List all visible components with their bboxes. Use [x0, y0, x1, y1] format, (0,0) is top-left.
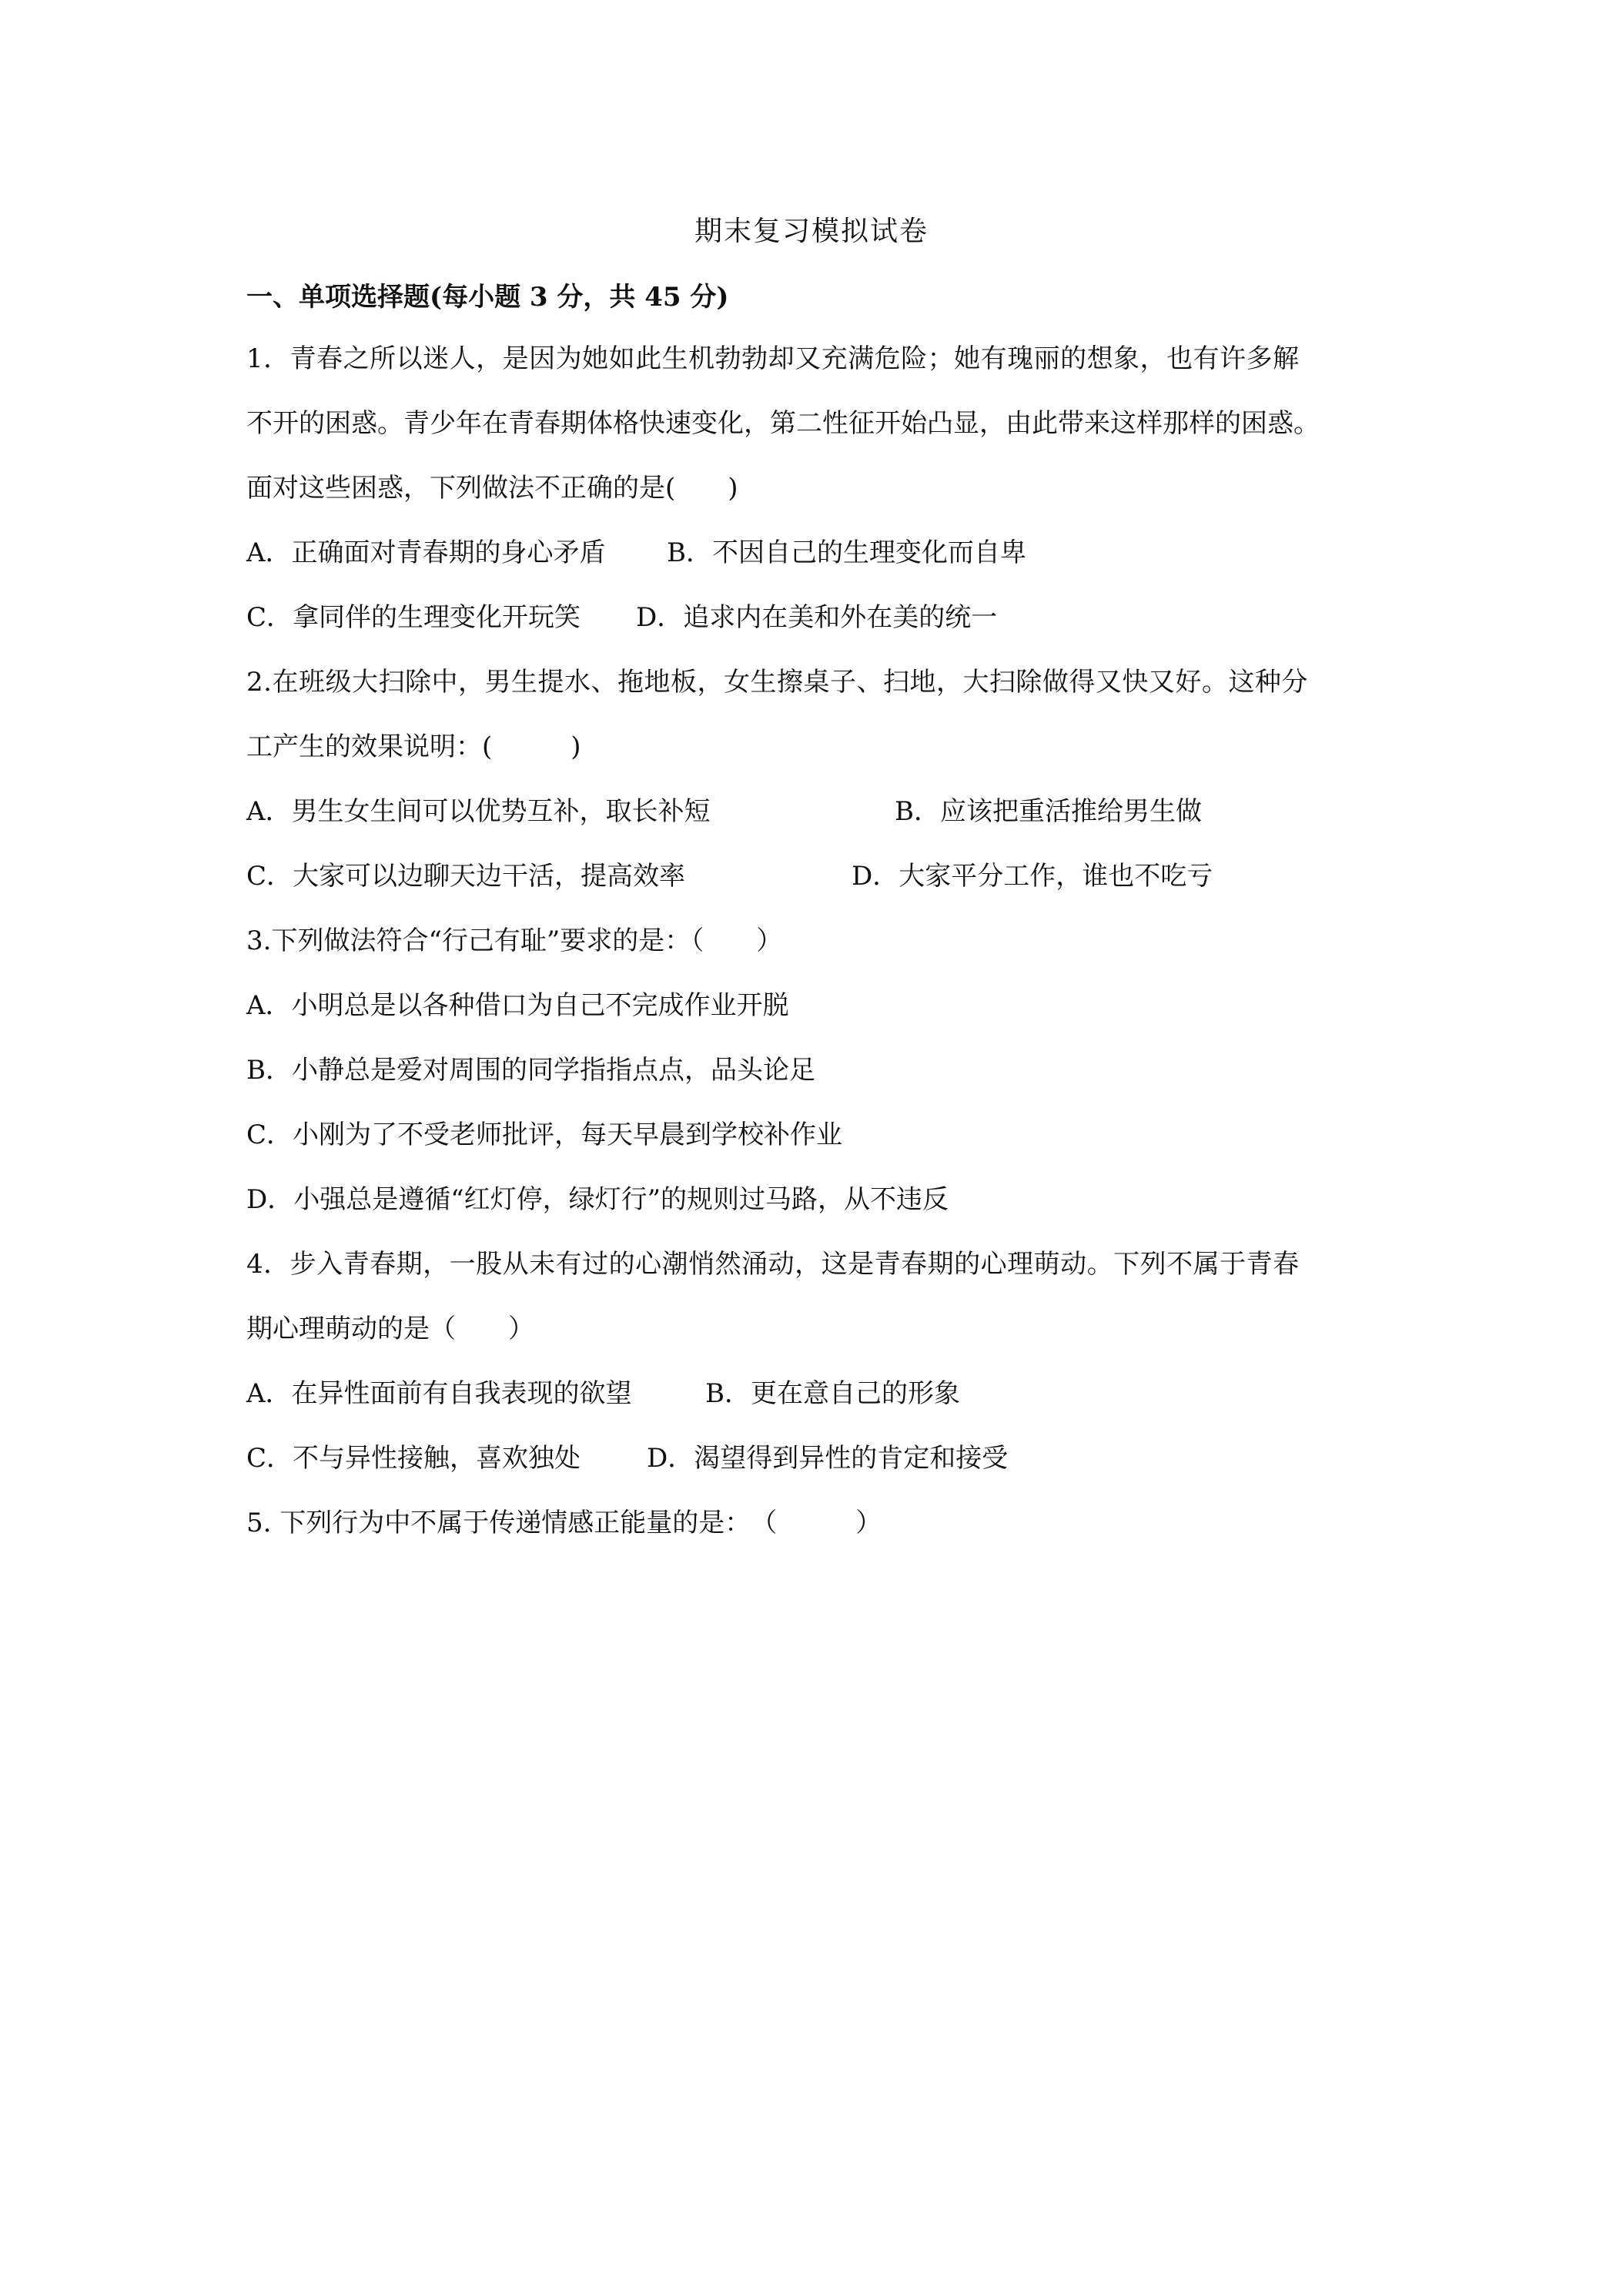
question-4-line-2: 期心理萌动的是（ ） — [246, 1314, 534, 1344]
exam-title: 期末复习模拟试卷 — [694, 216, 929, 247]
question-1-line-1: 1．青春之所以迷人，是因为她如此生机勃勃却又充满危险；她有瑰丽的想象，也有许多解 — [246, 343, 1300, 374]
question-1-line-2: 不开的困惑。青少年在青春期体格快速变化，第二性征开始凸显，由此带来这样那样的困惑。 — [246, 408, 1320, 439]
question-2-option-d: D．大家平分工作，谁也不吃亏 — [852, 861, 1213, 892]
question-1-option-c: C．拿同伴的生理变化开玩笑 — [246, 602, 581, 633]
question-2-line-2: 工产生的效果说明：( ) — [246, 731, 581, 762]
question-3-option-d: D．小强总是遵循“红灯停，绿灯行”的规则过马路，从不违反 — [246, 1184, 949, 1215]
question-4-option-c: C．不与异性接触，喜欢独处 — [246, 1443, 581, 1474]
question-1-option-d: D．追求内在美和外在美的统一 — [636, 602, 998, 633]
question-5-line-1: 5. 下列行为中不属于传递情感正能量的是： （ ） — [246, 1508, 882, 1538]
question-2-line-1: 2.在班级大扫除中，男生提水、拖地板，女生擦桌子、扫地，大扫除做得又快又好。这种分 — [246, 667, 1308, 698]
question-1-line-3: 面对这些困惑，下列做法不正确的是( ) — [246, 473, 738, 504]
question-4-option-a: A．在异性面前有自我表现的欲望 — [246, 1378, 632, 1409]
question-3-option-b: B．小静总是爱对周围的同学指指点点，品头论足 — [246, 1055, 815, 1086]
question-4-option-d: D．渴望得到异性的肯定和接受 — [647, 1443, 1009, 1474]
question-2-option-c: C．大家可以边聊天边干活，提高效率 — [246, 861, 686, 892]
question-2-option-b: B．应该把重活推给男生做 — [895, 796, 1202, 827]
question-1-option-a: A．正确面对青春期的身心矛盾 — [246, 537, 606, 568]
question-2-option-a: A．男生女生间可以优势互补，取长补短 — [246, 796, 711, 827]
question-4-option-b: B．更在意自己的形象 — [705, 1378, 960, 1409]
question-3-option-a: A．小明总是以各种借口为自己不完成作业开脱 — [246, 990, 789, 1021]
question-3-line-1: 3.下列做法符合“行己有耻”要求的是：（ ） — [246, 925, 783, 956]
question-3-option-c: C．小刚为了不受老师批评，每天早晨到学校补作业 — [246, 1120, 843, 1150]
question-1-option-b: B．不因自己的生理变化而自卑 — [667, 537, 1026, 568]
question-4-line-1: 4．步入青春期，一股从未有过的心潮悄然涌动，这是青春期的心理萌动。下列不属于青春 — [246, 1249, 1300, 1280]
section-heading: 一、单项选择题(每小题 3 分，共 45 分) — [246, 282, 729, 313]
